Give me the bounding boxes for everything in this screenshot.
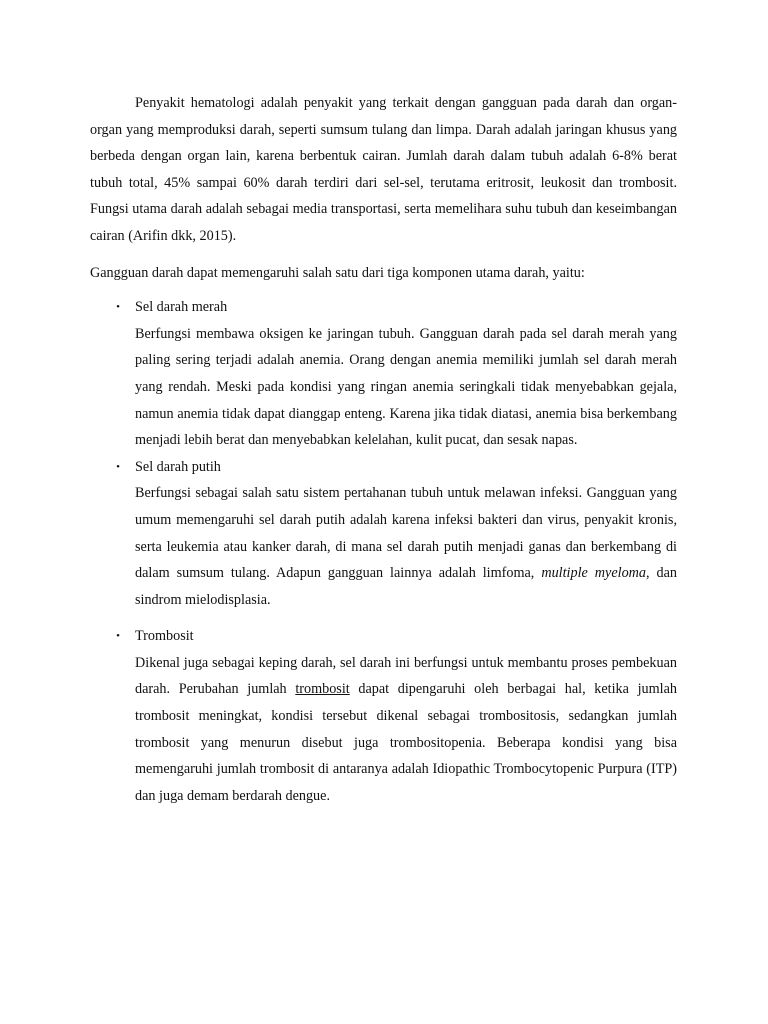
components-intro-paragraph: Gangguan darah dapat memengaruhi salah satu dari tiga komponen utama darah, yaitu: bbox=[90, 264, 585, 281]
document-page bbox=[90, 90, 677, 809]
body-text: , dan sindrom mielodisplasia. bbox=[135, 565, 677, 608]
list-item-body: Berfungsi membawa oksigen ke jaringan tubuh. Gangguan darah pada sel darah merah yang paling sering terjadi adalah anemia. Orang dengan anemia memiliki jumlah sel darah merah yang rendah. Meski pada kondisi yang ringan anemia seringkali tidak menyebabkan gejala, namun anemia tidak dapat dianggap enteng. Karena jika tidak diatasi, anemia bisa berkembang menjadi lebih berat dan menyebabkan kelelahan, kulit pucat, dan sesak napas. bbox=[135, 325, 677, 449]
bullet-icon: • bbox=[116, 301, 120, 314]
body-text: Berfungsi sebagai salah satu sistem pertahanan tubuh untuk melawan infeksi. Gangguan yang umum memengaruhi sel darah putih adalah karena infeksi bakteri dan virus, penyakit kronis, serta leukemia atau kanker darah, di mana sel darah putih menjadi ganas dan berkembang di dalam sumsum tulang. Adapun gangguan lainnya adalah limfoma, bbox=[135, 485, 677, 582]
bullet-icon: • bbox=[116, 630, 120, 643]
bullet-icon: • bbox=[116, 460, 120, 473]
body-text: dapat dipengaruhi oleh berbagai hal, ketika jumlah trombosit meningkat, kondisi tersebut dikenal sebagai trombositosis, sedangkan jumlah trombosit yang menurun disebut juga trombositopenia. Beberapa kondisi yang bisa memengaruhi jumlah trombosit di antaranya adalah Idiopathic Trombocytopenic Purpura (ITP) dan juga demam berdarah dengue. bbox=[135, 681, 677, 804]
body-text: Dikenal juga sebagai keping darah, sel darah ini berfungsi untuk membantu proses pembekuan darah. Perubahan jumlah bbox=[135, 654, 677, 698]
list-item-title: Sel darah merah bbox=[135, 299, 228, 316]
list-item-red-blood-cells bbox=[90, 294, 677, 454]
underlined-term: trombosit bbox=[295, 681, 350, 698]
list-item-platelets bbox=[90, 623, 677, 809]
list-item-body bbox=[135, 650, 677, 810]
list-item-body bbox=[135, 480, 677, 613]
list-item-title: Trombosit bbox=[135, 628, 194, 645]
intro-paragraph: Penyakit hematologi adalah penyakit yang terkait dengan gangguan pada darah dan organ-organ yang memproduksi darah, seperti sumsum tulang dan limpa. Darah adalah jaringan khusus yang berbeda dengan organ lain, karena berbentuk cairan. Jumlah darah dalam tubuh adalah 6-8% berat tubuh total, 45% sampai 60% darah terdiri dari sel-sel, terutama eritrosit, leukosit dan trombosit. Fungsi utama darah adalah sebagai media transportasi, serta memelihara suhu tubuh dan keseimbangan cairan (Arifin dkk, 2015). bbox=[90, 95, 677, 244]
list-item-white-blood-cells bbox=[90, 454, 677, 614]
list-item-title: Sel darah putih bbox=[135, 458, 221, 475]
italic-term: multiple myeloma bbox=[541, 565, 646, 582]
